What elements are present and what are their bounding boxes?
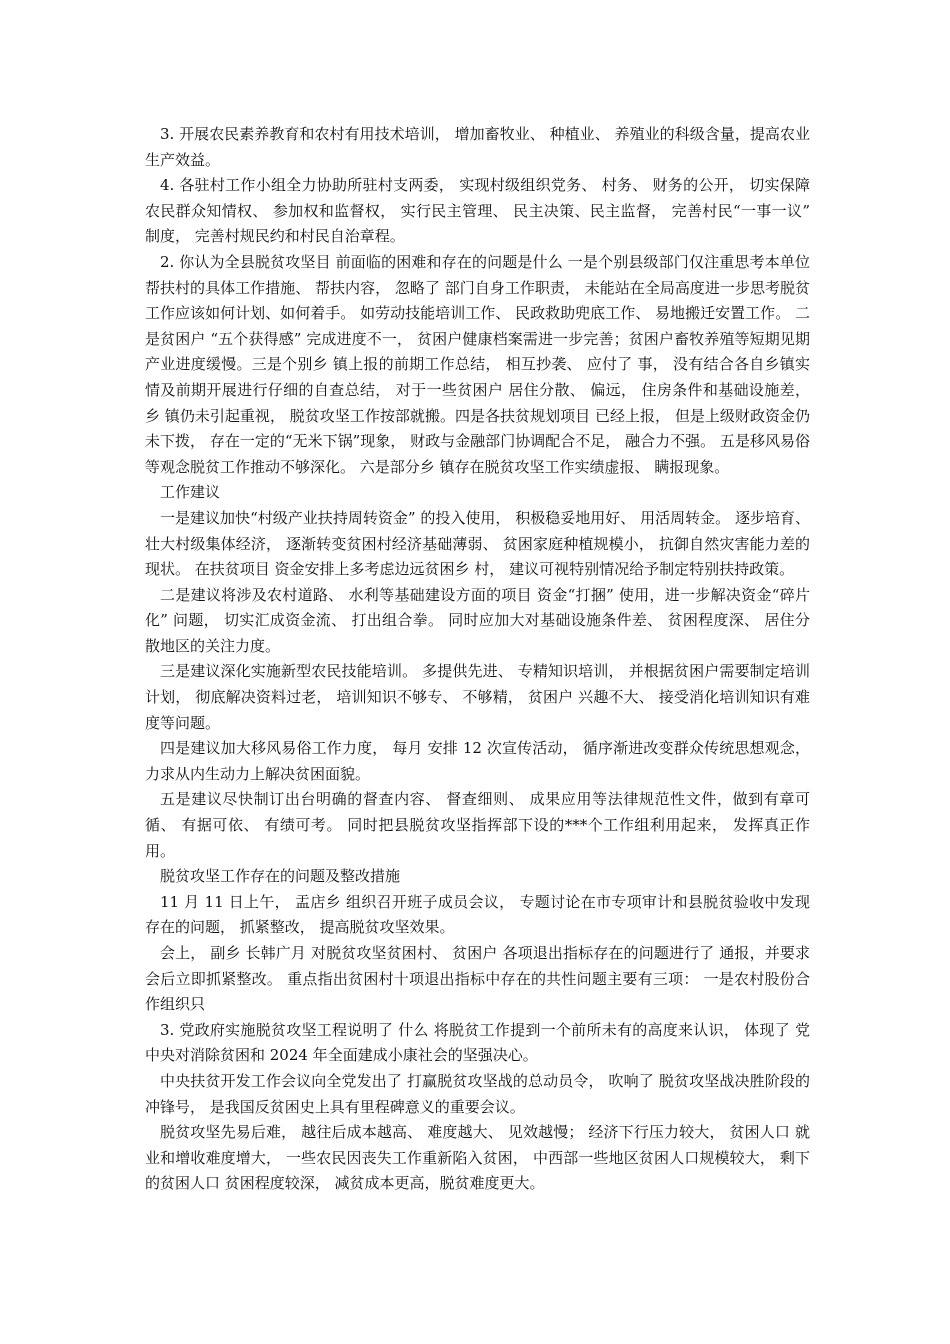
paragraph-meeting-report: 会上， 副乡 长韩广月 对脱贫攻坚贫困村、 贫困户 各项退出指标存在的问题进行了 通报，并要求会后立即抓紧整改。 重点指出贫困村十项退出指标中存在的共性问题主要有三项： 一是农村股份合作组织只 [145, 944, 810, 1014]
paragraph-party-significance: 3. 党政府实施脱贫攻坚工程说明了 什么 将脱贫工作提到一个前所未有的高度来认识， 体现了 党中央对消除贫困和 2024 年全面建成小康社会的坚强决心。 [145, 1020, 810, 1065]
paragraph-village-work-groups: 4. 各驻村工作小组全力协助所驻村支两委， 实现村级组织党务、 村务、 财务的公开， 切实保障农民群众知情权、 参加权和监督权， 实行民主管理、 民主决策、民主监督， 完善村民“一事一议” 制度， 完善村规民约和村民自治章程。 [145, 176, 810, 246]
paragraph-suggestion-1: 一是建议加快“村级产业扶持周转资金” 的投入使用， 积极稳妥地用好、 用活周转金。 逐步培育、 壮大村级集体经济， 逐渐转变贫困村经济基础薄弱、 贫困家庭种植规模小， 抗御自然灾害能力差的现状。 在扶贫项目 资金安排上多考虑边远贫困乡 村， 建议可视特别情况给予制定特别扶持政策。 [145, 508, 810, 579]
paragraph-meeting: 11 月 11 日上午， 盂店乡 组织召开班子成员会议， 专题讨论在市专项审计和县脱贫验收中发现存在的问题， 抓紧整改， 提高脱贫攻坚效果。 [145, 892, 810, 937]
paragraph-suggestion-4: 四是建议加大移风易俗工作力度， 每月 安排 12 次宣传活动， 循序渐进改变群众传统思想观念， 力求从内生动力上解决贫困面貌。 [145, 739, 810, 783]
heading-work-suggestions: 工作建议 [160, 483, 221, 502]
paragraph-suggestion-3: 三是建议深化实施新型农民技能培训。 多提供先进、 专精知识培训， 并根据贫困户需要制定培训计划， 彻底解决资料过老， 培训知识不够专、 不够精， 贫困户 兴趣不大、 接受消化培训知识有难度等问题。 [145, 662, 810, 732]
paragraph-suggestion-5: 五是建议尽快制订出台明确的督查内容、 督查细则、 成果应用等法律规范性文件，做到有章可循、 有据可依、 有绩可考。 同时把县脱贫攻坚指挥部下设的***个工作组利用起来， 发挥真正作用。 [145, 790, 810, 860]
paragraph-suggestion-2: 二是建议将涉及农村道路、 水利等基础建设方面的项目 资金“打捆” 使用，进一步解决资金“碎片化” 问题， 切实汇成资金流、 打出组合拳。 同时应加大对基础设施条件差、 贫困程度深、 居住分散地区的关注力度。 [145, 585, 810, 655]
paragraph-difficulty-increasing: 脱贫攻坚先易后难， 越往后成本越高、 难度越大、 见效越慢； 经济下行压力较大， 贫困人口 就业和增收难度增大， 一些农民因丧失工作重新陷入贫困， 中西部一些地区贫困人口规模较大， 剩下的贫困人口 贫困程度较深， 减贫成本更高，脱贫难度更大。 [145, 1123, 810, 1193]
paragraph-central-conference: 中央扶贫开发工作会议向全党发出了 打赢脱贫攻坚战的总动员令， 吹响了 脱贫攻坚战决胜阶段的冲锋号， 是我国反贫困史上具有里程碑意义的重要会议。 [145, 1071, 810, 1116]
heading-problems-and-rectification: 脱贫攻坚工作存在的问题及整改措施 [160, 867, 401, 886]
paragraph-difficulties: 2. 你认为全县脱贫攻坚目 前面临的困难和存在的问题是什么 一是个别县级部门仅注重思考本单位帮扶村的具体工作措施、 帮扶内容， 忽略了 部门自身工作职责， 未能站在全局高度进一步思考脱贫工作应该如何计划、如何着手。 如劳动技能培训工作、 民政救助兜底工作、 易地搬迁安置工作。 二是贫困户 “五个获得感” 完成进度不一， 贫困户健康档案需进一步完善；贫困户畜牧养殖等短期见期产业进度缓慢。三是个别乡 镇上报的前期工作总结， 相互抄袭、 应付了 事， 没有结合各自乡镇实情及前期开展进行仔细的自查总结， 对于一些贫困户 居住分散、 偏远， 住房条件和基础设施差， 乡 镇仍未引起重视， 脱贫攻坚工作按部就搬。四是各扶贫规划项目 已经上报， 但是上级财政资金仍未下拨， 存在一定的“无米下锅”现象， 财政与金融部门协调配合不足， 融合力不强。 五是移风易俗等观念脱贫工作推动不够深化。 六是部分乡 镇存在脱贫攻坚工作实绩虚报、 瞒报现象。 [145, 252, 810, 476]
paragraph-training: 3. 开展农民素养教育和农村有用技术培训， 增加畜牧业、 种植业、 养殖业的科级含量，提高农业生产效益。 [145, 125, 810, 169]
document-body [145, 122, 810, 1197]
